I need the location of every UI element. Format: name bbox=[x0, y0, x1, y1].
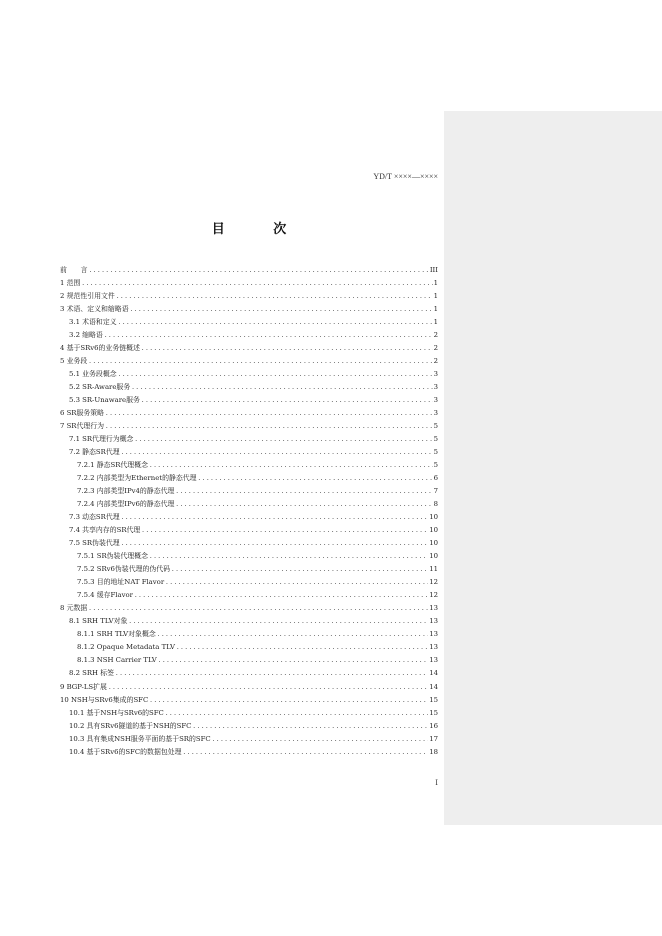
toc-entry[interactable] bbox=[60, 602, 438, 615]
toc-entry-page: 18 bbox=[429, 747, 438, 756]
dot-leader bbox=[105, 407, 433, 420]
toc-entry-title: 8.1.3 NSH Carrier TLV bbox=[77, 656, 157, 665]
toc-entry-page: 3 bbox=[433, 370, 438, 379]
dot-leader bbox=[115, 667, 428, 680]
toc-entry-page: 2 bbox=[433, 344, 438, 353]
dot-leader bbox=[157, 628, 428, 641]
toc-entry-page: 1 bbox=[433, 292, 438, 301]
toc-entry[interactable] bbox=[60, 667, 438, 680]
dot-leader bbox=[158, 654, 428, 667]
toc-entry-page: 5 bbox=[433, 461, 438, 470]
dot-leader bbox=[165, 707, 428, 720]
toc-entry[interactable] bbox=[60, 681, 438, 694]
dot-leader bbox=[183, 746, 429, 759]
toc-entry-title: 8.1.1 SRH TLV对象概念 bbox=[77, 630, 156, 639]
toc-entry-title: 3.1 术语和定义 bbox=[69, 318, 117, 327]
toc-entry[interactable] bbox=[60, 641, 438, 654]
toc-entry-title: 4 基于SRv6的业务链概述 bbox=[60, 344, 140, 353]
toc-entry-page: 15 bbox=[429, 708, 438, 717]
toc-entry[interactable] bbox=[60, 381, 438, 394]
toc-entry-page: 14 bbox=[429, 682, 438, 691]
toc-entry-page: 5 bbox=[433, 448, 438, 457]
toc-entry-title: 10.1 基于NSH与SRv6的SFC bbox=[69, 708, 164, 717]
toc-entry[interactable] bbox=[60, 576, 438, 589]
toc-entry-page: 12 bbox=[429, 578, 438, 587]
toc-entry-page: 7 bbox=[433, 487, 438, 496]
toc-entry-title: 7.5 SR伪装代理 bbox=[69, 539, 120, 548]
dot-leader bbox=[121, 446, 433, 459]
toc-entry[interactable] bbox=[60, 420, 438, 433]
toc-entry-title: 10.2 具有SRv6隧道的基于NSH的SFC bbox=[69, 721, 192, 730]
toc-entry[interactable] bbox=[60, 264, 438, 277]
toc-entry[interactable] bbox=[60, 720, 438, 733]
toc-entry[interactable] bbox=[60, 433, 438, 446]
toc-entry[interactable] bbox=[60, 407, 438, 420]
toc-entry[interactable] bbox=[60, 654, 438, 667]
dot-leader bbox=[134, 589, 428, 602]
toc-entry-page: 6 bbox=[433, 474, 438, 483]
dot-leader bbox=[108, 681, 428, 694]
dot-leader bbox=[149, 459, 433, 472]
toc-entry-title: 5.1 业务段概念 bbox=[69, 370, 117, 379]
toc-entry-title: 前 言 bbox=[60, 266, 88, 274]
toc-entry-title: 8.1.2 Opaque Metadata TLV bbox=[77, 643, 175, 652]
toc-entry-page: 13 bbox=[429, 617, 438, 626]
toc-entry-title: 6 SR服务策略 bbox=[60, 409, 105, 418]
toc-entry-page: 10 bbox=[429, 513, 438, 522]
dot-leader bbox=[89, 264, 429, 277]
toc-entry-page: 2 bbox=[433, 357, 438, 366]
dot-leader bbox=[149, 694, 428, 707]
toc-entry[interactable] bbox=[60, 746, 438, 759]
toc-entry-page: 10 bbox=[429, 526, 438, 535]
toc-entry[interactable] bbox=[60, 550, 438, 563]
toc-entry-page: 11 bbox=[429, 565, 438, 574]
dot-leader bbox=[171, 563, 428, 576]
toc-entry[interactable] bbox=[60, 329, 438, 342]
dot-leader bbox=[175, 485, 432, 498]
dot-leader bbox=[175, 498, 432, 511]
toc-entry[interactable] bbox=[60, 472, 438, 485]
page-number: I bbox=[435, 779, 438, 787]
toc-entry-title: 7.4 共享内存的SR代理 bbox=[69, 526, 141, 535]
toc-entry-title: 8 元数据 bbox=[60, 604, 88, 613]
toc-entry-title: 7.5.1 SR伪装代理概念 bbox=[77, 552, 148, 561]
toc-entry-title: 7.2.4 内部类型IPv6的静态代理 bbox=[77, 500, 175, 509]
toc-entry[interactable] bbox=[60, 394, 438, 407]
toc-title: 目 次 bbox=[211, 222, 309, 237]
toc-entry-title: 7.5.4 缓存Flavor bbox=[77, 591, 133, 600]
toc-entry-title: 7.5.3 目的地址NAT Flavor bbox=[77, 578, 165, 587]
dot-leader bbox=[81, 277, 432, 290]
toc-entry-page: 12 bbox=[429, 591, 438, 600]
toc-entry[interactable] bbox=[60, 733, 438, 746]
toc-entry-title: 7.2 静态SR代理 bbox=[69, 448, 120, 457]
toc-entry[interactable] bbox=[60, 498, 438, 511]
toc-entry-page: 10 bbox=[429, 552, 438, 561]
toc-entry[interactable] bbox=[60, 368, 438, 381]
toc-entry-page: 15 bbox=[429, 695, 438, 704]
toc-entry-page: 1 bbox=[433, 318, 438, 327]
dot-leader bbox=[104, 329, 433, 342]
toc-entry-page: 17 bbox=[429, 734, 438, 743]
toc-entry-page: 16 bbox=[429, 721, 438, 730]
toc-entry-page: 8 bbox=[433, 500, 438, 509]
dot-leader bbox=[131, 381, 432, 394]
dot-leader bbox=[134, 433, 432, 446]
dot-leader bbox=[141, 394, 433, 407]
toc-entry-page: 13 bbox=[429, 604, 438, 613]
toc-entry-title: 7.5.2 SRv6伪装代理的伪代码 bbox=[77, 565, 171, 574]
toc-entry-title: 7.2.2 内部类型为Ethernet的静态代理 bbox=[77, 474, 197, 483]
toc-entry-page: 14 bbox=[429, 669, 438, 678]
toc-entry[interactable] bbox=[60, 524, 438, 537]
toc-entry-title: 3 术语、定义和缩略语 bbox=[60, 305, 129, 314]
toc-entry[interactable] bbox=[60, 355, 438, 368]
toc-entry[interactable] bbox=[60, 485, 438, 498]
toc-entry-page: 5 bbox=[433, 422, 438, 431]
toc-entry[interactable] bbox=[60, 446, 438, 459]
toc-entry-title: 7.2.1 静态SR代理概念 bbox=[77, 461, 148, 470]
toc-entry-title: 10 NSH与SRv6集成的SFC bbox=[60, 695, 149, 704]
dot-leader bbox=[176, 641, 428, 654]
dot-leader bbox=[88, 602, 428, 615]
toc-entry[interactable] bbox=[60, 277, 438, 290]
dot-leader bbox=[118, 316, 433, 329]
dot-leader bbox=[149, 550, 428, 563]
toc-entry[interactable] bbox=[60, 707, 438, 720]
toc-entry[interactable] bbox=[60, 303, 438, 316]
toc-entry-page: 2 bbox=[433, 331, 438, 340]
toc-entry-title: 7.1 SR代理行为概念 bbox=[69, 435, 134, 444]
dot-leader bbox=[192, 720, 428, 733]
toc-entry[interactable] bbox=[60, 628, 438, 641]
toc-entry-page: 1 bbox=[433, 305, 438, 314]
toc-entry-page: 3 bbox=[433, 409, 438, 418]
toc-entry-title: 8.1 SRH TLV对象 bbox=[69, 617, 128, 626]
toc-entry-page: 3 bbox=[433, 383, 438, 392]
toc-entry[interactable] bbox=[60, 694, 438, 707]
toc-entry-title: 9 BGP-LS扩展 bbox=[60, 682, 107, 691]
toc-entry[interactable] bbox=[60, 316, 438, 329]
toc-entry-title: 1 范围 bbox=[60, 279, 81, 288]
toc-entry-title: 5 业务段 bbox=[60, 357, 88, 366]
dot-leader bbox=[88, 355, 432, 368]
toc-entry[interactable] bbox=[60, 290, 438, 303]
toc-entry[interactable] bbox=[60, 615, 438, 628]
dot-leader bbox=[116, 290, 433, 303]
toc-entry-title: 10.4 基于SRv6的SFC的数据包处理 bbox=[69, 747, 182, 756]
toc-entry-title: 10.3 具有集成NSH服务平面的基于SR的SFC bbox=[69, 734, 211, 743]
toc-entry-title: 5.2 SR-Aware服务 bbox=[69, 383, 131, 392]
toc-entry-page: 1 bbox=[433, 279, 438, 288]
toc-entry[interactable] bbox=[60, 537, 438, 550]
toc-entry-title: 5.3 SR-Unaware服务 bbox=[69, 396, 140, 405]
toc-entry-title: 7.3 动态SR代理 bbox=[69, 513, 120, 522]
toc-entry[interactable] bbox=[60, 342, 438, 355]
dot-leader bbox=[198, 472, 433, 485]
dot-leader bbox=[130, 303, 433, 316]
toc-entry-title: 2 规范性引用文件 bbox=[60, 292, 115, 301]
comment-pane bbox=[444, 111, 662, 825]
document-header: YD/T ××××—×××× bbox=[373, 172, 438, 181]
toc-entry[interactable] bbox=[60, 511, 438, 524]
dot-leader bbox=[141, 342, 433, 355]
dot-leader bbox=[105, 420, 433, 433]
dot-leader bbox=[212, 733, 429, 746]
toc-entry-page: 13 bbox=[429, 656, 438, 665]
toc-entry-title: 7 SR代理行为 bbox=[60, 422, 105, 431]
dot-leader bbox=[165, 576, 428, 589]
toc-entry-page: 13 bbox=[429, 630, 438, 639]
toc-entry-page: III bbox=[429, 266, 438, 274]
toc-entry-page: 13 bbox=[429, 643, 438, 652]
toc-entry[interactable] bbox=[60, 563, 438, 576]
toc-entry-page: 10 bbox=[429, 539, 438, 548]
toc-entry-title: 3.2 缩略语 bbox=[69, 331, 103, 340]
toc-entry-title: 8.2 SRH 标签 bbox=[69, 669, 115, 678]
dot-leader bbox=[118, 368, 433, 381]
toc-entry[interactable] bbox=[60, 459, 438, 472]
dot-leader bbox=[128, 615, 428, 628]
table-of-contents bbox=[60, 264, 438, 759]
toc-entry-title: 7.2.3 内部类型IPv4的静态代理 bbox=[77, 487, 175, 496]
dot-leader bbox=[141, 524, 428, 537]
dot-leader bbox=[121, 537, 429, 550]
dot-leader bbox=[121, 511, 429, 524]
toc-entry[interactable] bbox=[60, 589, 438, 602]
toc-entry-page: 5 bbox=[433, 435, 438, 444]
toc-entry-page: 3 bbox=[433, 396, 438, 405]
